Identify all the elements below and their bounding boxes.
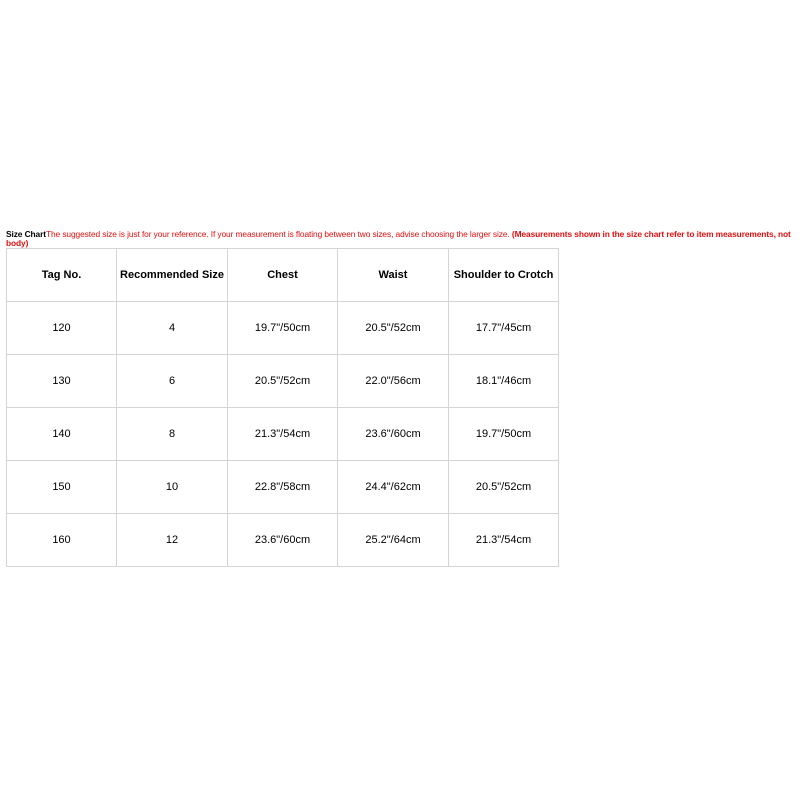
header-waist: Waist bbox=[338, 249, 449, 302]
table-row bbox=[7, 514, 559, 567]
header-recommended-size: Recommended Size bbox=[117, 249, 228, 302]
header-tag-no: Tag No. bbox=[7, 249, 117, 302]
header-row bbox=[7, 249, 559, 302]
header-shoulder-to-crotch: Shoulder to Crotch bbox=[449, 249, 559, 302]
cell-shoulder-to-crotch: 20.5"/52cm bbox=[449, 461, 559, 514]
header-chest: Chest bbox=[228, 249, 338, 302]
cell-recommended-size: 10 bbox=[117, 461, 228, 514]
cell-waist: 20.5"/52cm bbox=[338, 302, 449, 355]
table-row bbox=[7, 408, 559, 461]
table-body bbox=[7, 302, 559, 567]
cell-tag-no: 160 bbox=[7, 514, 117, 567]
cell-recommended-size: 6 bbox=[117, 355, 228, 408]
table-header bbox=[7, 249, 559, 302]
cell-tag-no: 120 bbox=[7, 302, 117, 355]
size-chart-table bbox=[6, 248, 559, 567]
cell-chest: 21.3"/54cm bbox=[228, 408, 338, 461]
size-chart-note-bold: (Measurements shown in the size chart refer to item measurements, not body) bbox=[6, 229, 791, 248]
size-chart-caption bbox=[6, 230, 794, 248]
cell-shoulder-to-crotch: 18.1"/46cm bbox=[449, 355, 559, 408]
cell-shoulder-to-crotch: 17.7"/45cm bbox=[449, 302, 559, 355]
cell-chest: 23.6"/60cm bbox=[228, 514, 338, 567]
cell-shoulder-to-crotch: 21.3"/54cm bbox=[449, 514, 559, 567]
cell-tag-no: 130 bbox=[7, 355, 117, 408]
table-row bbox=[7, 355, 559, 408]
cell-waist: 24.4"/62cm bbox=[338, 461, 449, 514]
cell-chest: 20.5"/52cm bbox=[228, 355, 338, 408]
table-row bbox=[7, 302, 559, 355]
size-chart-note: The suggested size is just for your reference. If your measurement is floating between two sizes, advise choosing the larger size. bbox=[45, 229, 512, 239]
cell-chest: 22.8"/58cm bbox=[228, 461, 338, 514]
cell-tag-no: 140 bbox=[7, 408, 117, 461]
cell-tag-no: 150 bbox=[7, 461, 117, 514]
cell-shoulder-to-crotch: 19.7"/50cm bbox=[449, 408, 559, 461]
size-chart-title: Size Chart bbox=[6, 229, 46, 239]
cell-recommended-size: 12 bbox=[117, 514, 228, 567]
cell-recommended-size: 8 bbox=[117, 408, 228, 461]
table-row bbox=[7, 461, 559, 514]
cell-waist: 25.2"/64cm bbox=[338, 514, 449, 567]
cell-waist: 22.0"/56cm bbox=[338, 355, 449, 408]
cell-waist: 23.6"/60cm bbox=[338, 408, 449, 461]
cell-chest: 19.7"/50cm bbox=[228, 302, 338, 355]
cell-recommended-size: 4 bbox=[117, 302, 228, 355]
